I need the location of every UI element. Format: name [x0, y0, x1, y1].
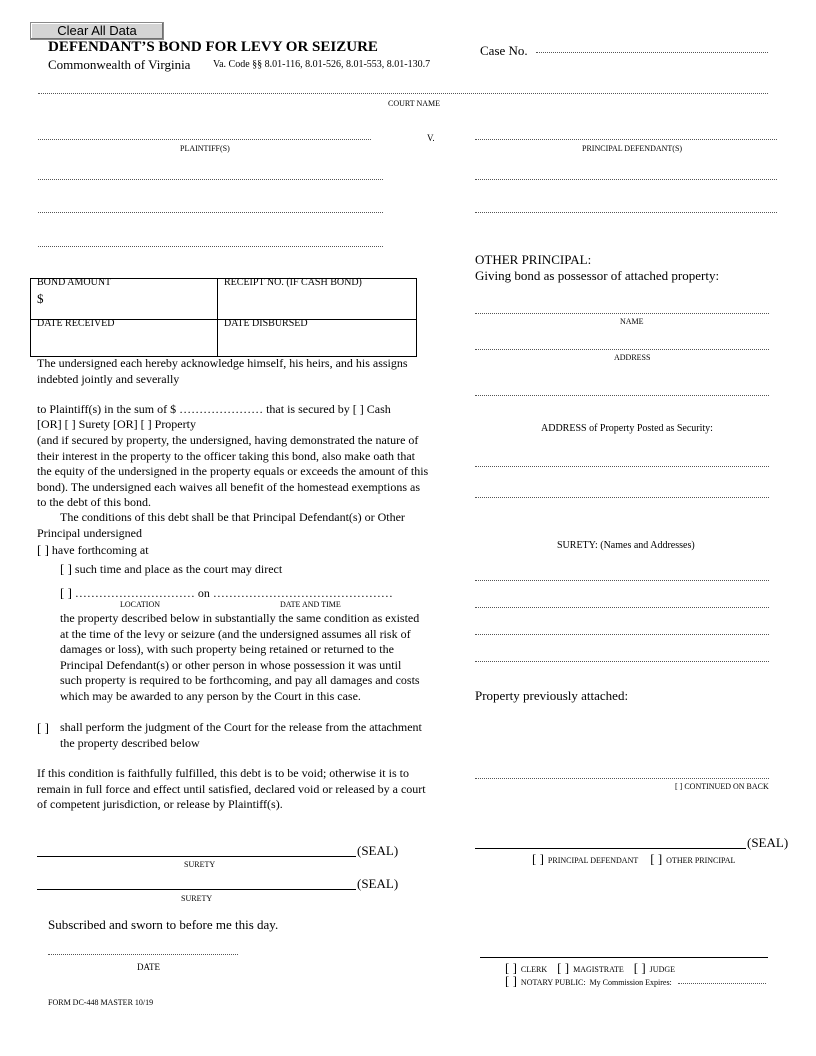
magistrate-checkbox[interactable]: [ ] — [557, 960, 570, 975]
conditions-text: The conditions of this debt shall be that Principal Defendant(s) or Other Principal undersigned — [37, 510, 405, 540]
such-time-option[interactable] — [60, 561, 282, 578]
principal-defendant-label: PRINCIPAL DEFENDANT — [547, 856, 639, 865]
case-no-label: Case No. — [480, 43, 528, 58]
surety-field-4[interactable] — [475, 661, 769, 662]
bond-table-divider — [217, 278, 218, 356]
surety-signature-line-1[interactable] — [37, 856, 356, 857]
official-signature-line[interactable] — [480, 957, 768, 958]
such-time-checkbox[interactable]: [ ] — [60, 561, 72, 576]
surety-field-3[interactable] — [475, 634, 769, 635]
versus-label: V. — [427, 133, 435, 143]
other-principal-name-field[interactable] — [475, 313, 769, 314]
date-time-label: DATE AND TIME — [280, 600, 341, 609]
bond-amount-label: BOND AMOUNT — [37, 277, 112, 288]
bond-amount-field[interactable]: $ — [37, 291, 44, 306]
address-label: ADDRESS — [614, 353, 651, 362]
notary-option[interactable] — [505, 972, 672, 990]
seal-label-3: (SEAL) — [747, 835, 789, 850]
other-principal-label: OTHER PRINCIPAL — [666, 856, 736, 865]
surety-label-2: SURETY — [181, 894, 213, 903]
plaintiffs-label: PLAINTIFF(S) — [180, 144, 230, 153]
principal-signature-line[interactable] — [475, 848, 746, 849]
forthcoming-option[interactable] — [37, 542, 149, 559]
clear-all-data-button[interactable]: Clear All Data — [30, 22, 164, 40]
property-attached-label: Property previously attached: — [475, 688, 629, 703]
property-address-field-2[interactable] — [475, 497, 769, 498]
receipt-no-label: RECEIPT NO. (IF CASH BOND) — [224, 277, 362, 288]
state-name: Commonwealth of Virginia — [48, 57, 191, 72]
judge-label: JUDGE — [649, 965, 676, 974]
form-title: DEFENDANT’S BOND FOR LEVY OR SEIZURE — [48, 39, 378, 55]
surety-field-1[interactable] — [475, 580, 769, 581]
plaintiff-field-4[interactable] — [38, 246, 383, 247]
date-received-label: DATE RECEIVED — [37, 318, 115, 329]
magistrate-label: MAGISTRATE — [573, 965, 624, 974]
other-principal-checkbox[interactable]: [ ] — [650, 851, 663, 866]
notary-label: NOTARY PUBLIC: — [520, 978, 586, 987]
principal-defendants-label: PRINCIPAL DEFENDANT(S) — [582, 144, 683, 153]
judge-checkbox[interactable]: [ ] — [633, 960, 646, 975]
date-field[interactable] — [48, 954, 238, 955]
signer-type-options[interactable] — [532, 850, 735, 868]
other-principal-heading: OTHER PRINCIPAL: — [475, 252, 592, 267]
surety-names-label: SURETY: (Names and Addresses) — [557, 540, 695, 551]
forthcoming-label: have forthcoming at — [51, 543, 149, 557]
other-principal-address-field[interactable] — [475, 349, 769, 350]
location-date-fields[interactable]: ………………………… on ……………………………………… — [74, 586, 393, 600]
seal-label-1: (SEAL) — [357, 843, 399, 858]
location-label: LOCATION — [120, 600, 160, 609]
clerk-checkbox[interactable]: [ ] — [505, 960, 517, 975]
property-oath-text: (and if secured by property, the undersigned, having demonstrated the nature of their interest in the property to the officer taking this bond, also make oath that the equity of the undersigned in the property equals or exceeds the amount of this bond). The undersigned each waives all benefit of the homestead exemptions as to the debt of this bond. — [37, 433, 429, 509]
location-checkbox[interactable]: [ ] — [60, 585, 72, 600]
property-condition-text: the property described below in substantially the same condition as existed at the time of the levy or seizure (and the undersigned assumes all risk of damages or loss), with such property being retained or returned to the Principal Defendant(s) or other person in whose possession it was until such property is required to be forthcoming, and pay all damages and costs which may be awarded to any person by the Court in this case. — [60, 611, 420, 703]
plaintiff-field-2[interactable] — [38, 179, 383, 180]
void-condition-text: If this condition is faithfully fulfilled, this debt is to be void; otherwise it is to remain in full force and effect until satisfied, declared void or released by a court of competent jurisdiction, or release by Plaintiff(s). — [37, 766, 426, 811]
court-name-field[interactable] — [38, 93, 768, 94]
acknowledgement-text: The undersigned each hereby acknowledge himself, his heirs, and his assigns indebted jointly and severally — [37, 356, 408, 386]
defendant-field-2[interactable] — [475, 179, 777, 180]
date-disbursed-label: DATE DISBURSED — [224, 318, 308, 329]
surety-label-1: SURETY — [184, 860, 216, 869]
sum-secured-text: to Plaintiff(s) in the sum of $ ………………… that is secured by [ ] Cash — [37, 402, 391, 416]
location-option[interactable] — [60, 585, 393, 602]
notary-checkbox[interactable]: [ ] — [505, 973, 517, 988]
giving-bond-text: Giving bond as possessor of attached property: — [475, 268, 720, 283]
plaintiff-field-1[interactable] — [38, 139, 371, 140]
code-reference: Va. Code §§ 8.01-116, 8.01-526, 8.01-553, 8.01-130.7 — [213, 59, 431, 70]
judgment-option[interactable] — [37, 720, 427, 751]
subscribed-text: Subscribed and sworn to before me this day. — [48, 917, 279, 932]
forthcoming-checkbox[interactable]: [ ] — [37, 542, 49, 557]
case-no-field[interactable] — [536, 52, 768, 53]
property-address-label: ADDRESS of Property Posted as Security: — [541, 423, 713, 434]
commission-label: My Commission Expires: — [589, 978, 672, 987]
security-options-text[interactable]: [OR] [ ] Surety [OR] [ ] Property — [37, 417, 196, 431]
name-label: NAME — [620, 317, 644, 326]
court-name-label: COURT NAME — [388, 99, 441, 108]
judgment-label: shall perform the judgment of the Court for the release from the attachment the property described below — [60, 720, 422, 750]
form-number: FORM DC-448 MASTER 10/19 — [48, 998, 154, 1007]
surety-field-2[interactable] — [475, 607, 769, 608]
judgment-checkbox[interactable]: [ ] — [37, 720, 49, 735]
date-label: DATE — [137, 962, 160, 972]
principal-defendant-checkbox[interactable]: [ ] — [532, 851, 544, 866]
seal-label-2: (SEAL) — [357, 876, 399, 891]
continued-on-back-checkbox[interactable]: [ ] CONTINUED ON BACK — [675, 782, 769, 791]
property-attached-field[interactable] — [475, 778, 769, 779]
such-time-label: such time and place as the court may direct — [74, 562, 283, 576]
defendant-field-3[interactable] — [475, 212, 777, 213]
property-address-field-1[interactable] — [475, 466, 769, 467]
defendant-field-1[interactable] — [475, 139, 777, 140]
plaintiff-field-3[interactable] — [38, 212, 383, 213]
surety-signature-line-2[interactable] — [37, 889, 356, 890]
commission-expires-field[interactable] — [678, 983, 766, 984]
clerk-label: CLERK — [520, 965, 548, 974]
other-principal-address-field-2[interactable] — [475, 395, 769, 396]
